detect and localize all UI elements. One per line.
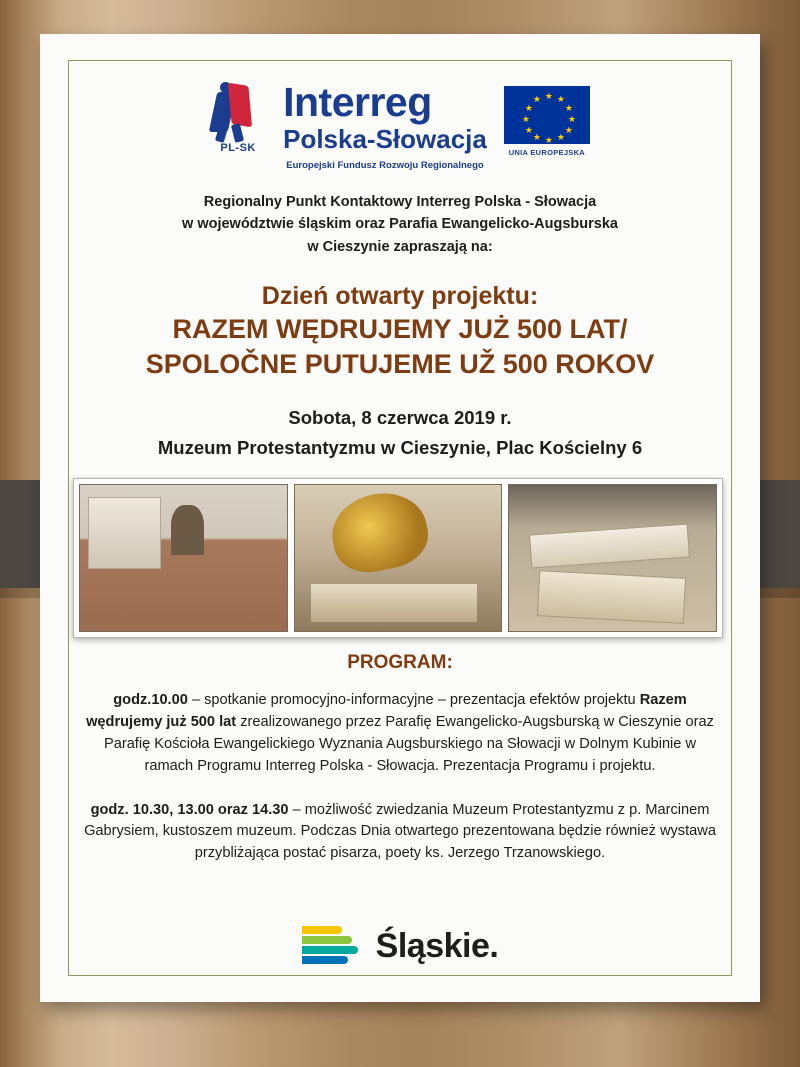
slaskie-logo xyxy=(40,924,760,968)
event-date: Sobota, 8 czerwca 2019 r. xyxy=(288,407,512,429)
headline-line-3: SPOLOČNE PUTUJEME UŽ 500 ROKOV xyxy=(145,348,655,379)
interreg-subtitle: Polska-Słowacja xyxy=(283,124,487,154)
headline-line-1: Dzień otwarty projektu: xyxy=(261,282,539,311)
slaskie-bands-icon xyxy=(302,924,360,968)
photo-gramophone-display xyxy=(294,484,503,632)
interreg-title: Interreg xyxy=(283,79,432,125)
intro-line-3: w Cieszynie zapraszają na: xyxy=(307,238,493,255)
headline xyxy=(40,280,760,381)
logo-row xyxy=(40,34,760,171)
program-item-1-text-after: zrealizowanego przez Parafię Ewangelicko-Augsburską w Cieszynie oraz Parafię Kościoła Ewangelickiego Wyznania Augsburskiego na Słowacji w Dolnym Kubinie w ramach Programu Interreg Polska - Słowacja. Prezentacja Programu i projektu. xyxy=(103,713,714,774)
program-item-2-text: – możliwość zwiedzania Muzeum Protestantyzmu z p. Marcinem Gabrysiem, kustoszem muzeum. Podczas Dnia otwartego prezentowana będzie również wystawa przybliżająca postać pisarza, poety ks. Jerzego Trzanowskiego. xyxy=(84,801,716,862)
program-item-1-project-name: Razem wędrujemy już 500 lat xyxy=(86,692,687,730)
photo-museum-hall xyxy=(79,484,288,632)
program-item-2-time: godz. 10.30, 13.00 oraz 14.30 xyxy=(90,801,289,818)
photo-old-books xyxy=(508,484,717,632)
eu-logo xyxy=(501,82,593,157)
intro-text xyxy=(40,191,760,258)
photo-strip xyxy=(73,478,723,638)
program-item-2 xyxy=(80,800,720,866)
eu-flag-icon: ★ ★ ★ ★ ★ ★ ★ ★ ★ ★ ★ ★ xyxy=(504,86,590,144)
interreg-plsk-label: PL-SK xyxy=(220,142,256,154)
eu-caption: UNIA EUROPEJSKA xyxy=(508,148,586,157)
program-item-1 xyxy=(80,690,720,778)
program-title: PROGRAM: xyxy=(347,652,453,673)
interreg-figure-icon xyxy=(207,82,269,154)
intro-line-1: Regionalny Punkt Kontaktowy Interreg Polska - Słowacja xyxy=(203,193,597,210)
interreg-fund-line: Europejski Fundusz Rozwoju Regionalnego xyxy=(286,159,484,171)
program-item-1-text-before: – spotkanie promocyjno-informacyjne – prezentacja efektów projektu xyxy=(187,692,640,708)
intro-line-2: w województwie śląskim oraz Parafia Ewangelicko-Augsburska xyxy=(182,216,618,233)
program-item-1-time: godz.10.00 xyxy=(113,692,188,708)
headline-line-2: RAZEM WĘDRUJEMY JUŻ 500 LAT/ xyxy=(172,314,628,345)
slaskie-wordmark: Śląskie. xyxy=(375,926,499,965)
interreg-wordmark xyxy=(283,79,487,171)
program-section xyxy=(80,652,720,865)
event-venue: Muzeum Protestantyzmu w Cieszynie, Plac Kościelny 6 xyxy=(157,437,643,459)
